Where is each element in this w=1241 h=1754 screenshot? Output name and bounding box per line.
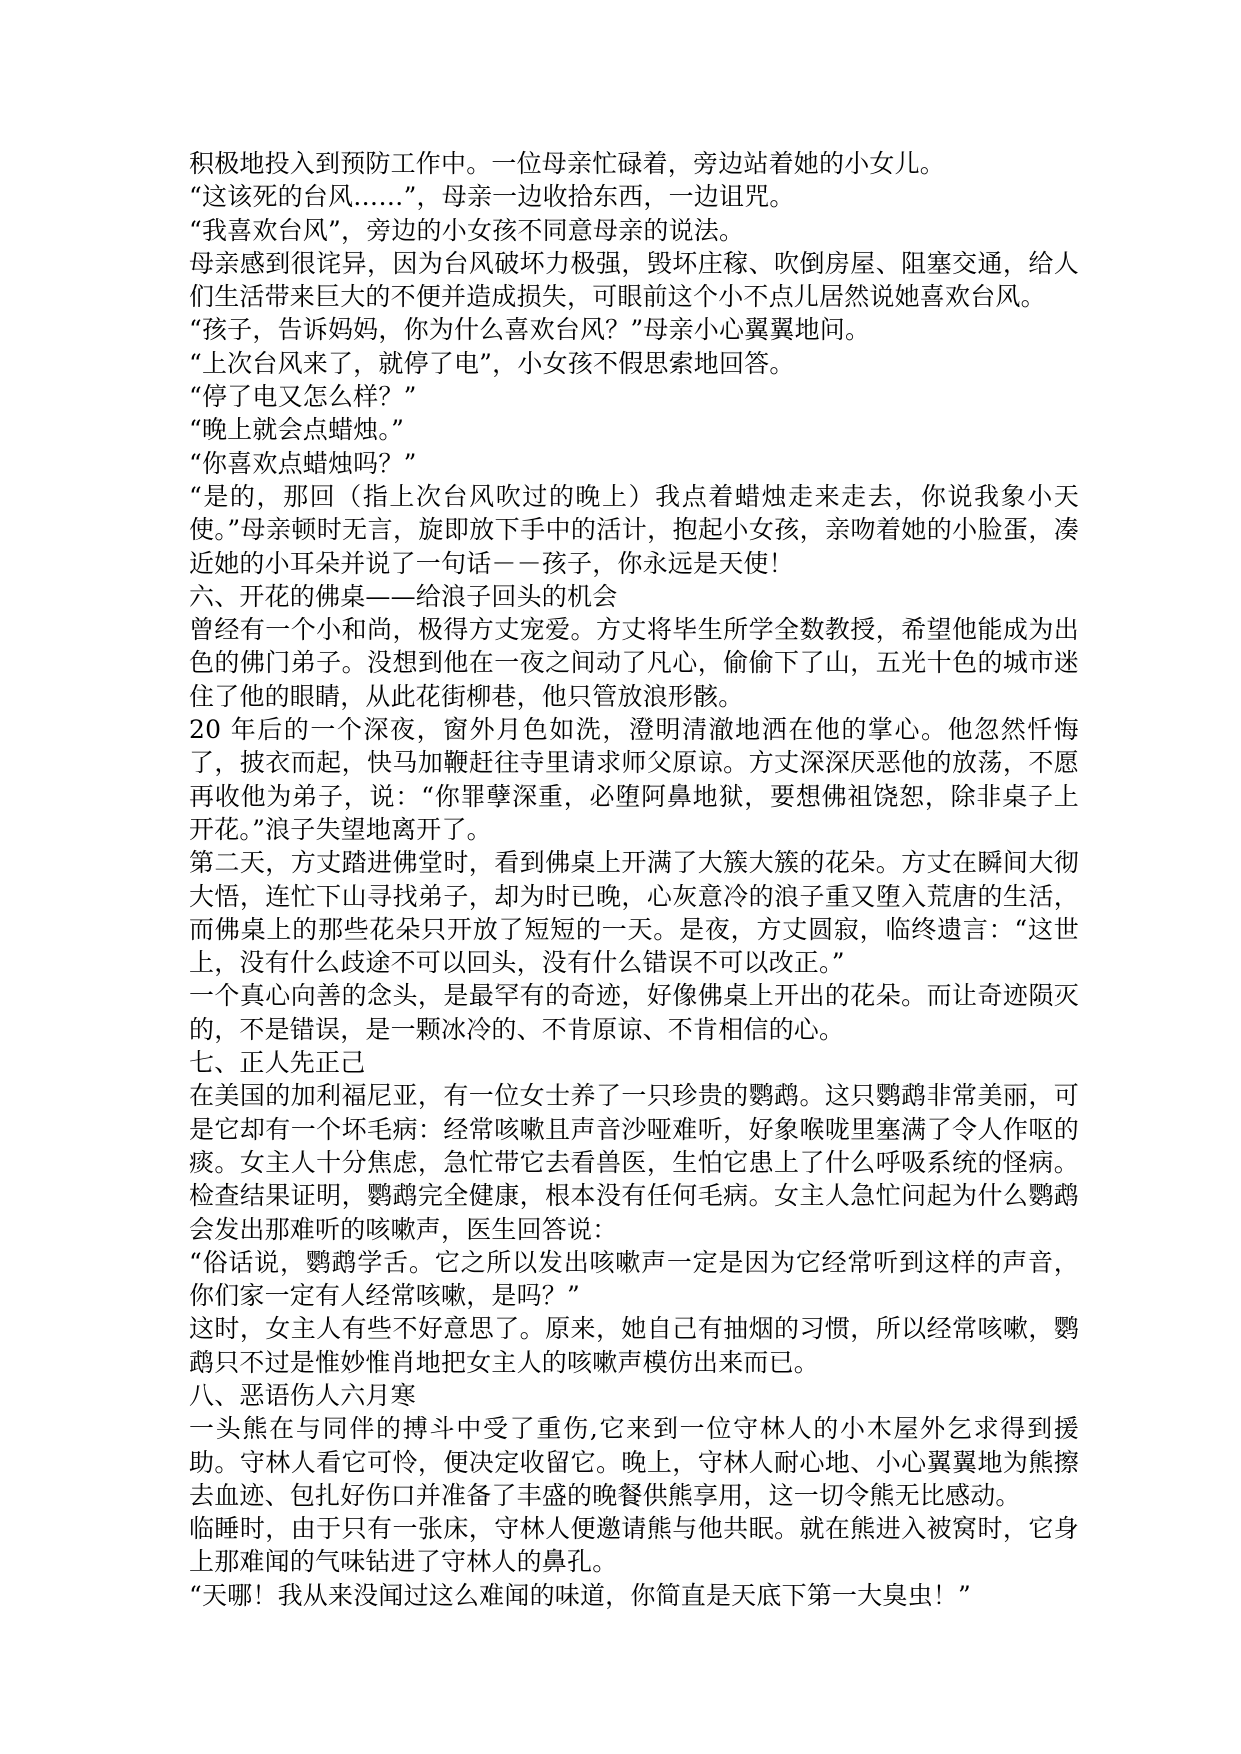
paragraph: “停了电又怎么样？”: [189, 382, 417, 412]
paragraph: 第二天，方丈踏进佛堂时，看到佛桌上开满了大簇大簇的花朵。方丈在瞬间大彻大悟，连忙下山寻找弟子，却为时已晚，心灰意冷的浪子重又堕入荒唐的生活，而佛桌上的那些花朵只开放了短短的一天。是夜，方丈圆寂，临终遗言：“这世上，没有什么歧途不可以回头，没有什么错误不可以改正。”: [189, 848, 1079, 978]
paragraph: 一个真心向善的念头，是最罕有的奇迹，好像佛桌上开出的花朵。而让奇迹陨灭的，不是错误，是一颗冰冷的、不肯原谅、不肯相信的心。: [189, 981, 1079, 1044]
paragraph: “你喜欢点蜡烛吗？”: [189, 448, 417, 478]
paragraph: 母亲感到很诧异，因为台风破坏力极强，毁坏庄稼、吹倒房屋、阻塞交通，给人们生活带来巨大的不便并造成损失，可眼前这个小不点儿居然说她喜欢台风。: [189, 248, 1079, 312]
paragraph: “上次台风来了，就停了电”，小女孩不假思索地回答。: [189, 348, 795, 378]
paragraph: “晚上就会点蜡烛。”: [189, 415, 405, 445]
paragraph: 在美国的加利福尼亚，有一位女士养了一只珍贵的鹦鹉。这只鹦鹉非常美丽，可是它却有一个坏毛病：经常咳嗽且声音沙哑难听，好象喉咙里塞满了令人作呕的痰。女主人十分焦虑，急忙带它去看兽医，生怕它患上了什么呼吸系统的怪病。检查结果证明，鹦鹉完全健康，根本没有任何毛病。女主人急忙问起为什么鹦鹉会发出那难听的咳嗽声，医生回答说：: [189, 1081, 1079, 1244]
section-heading: 七、正人先正己: [189, 1048, 366, 1078]
paragraph: “是的，那回（指上次台风吹过的晚上）我点着蜡烛走来走去，你说我象小天使。”母亲顿时无言，旋即放下手中的活计，抱起小女孩，亲吻着她的小脸蛋，凑近她的小耳朵并说了一句话－－孩子，你永远是天使！: [189, 481, 1079, 578]
paragraph: 20 年后的一个深夜，窗外月色如洗，澄明清澈地洒在他的掌心。他忽然忏悔了，披衣而起，快马加鞭赶往寺里请求师父原谅。方丈深深厌恶他的放荡，不愿再收他为弟子，说：“你罪孽深重，必堕阿鼻地狱，要想佛祖饶恕，除非桌子上开花。”浪子失望地离开了。: [189, 715, 1079, 844]
paragraph: 临睡时，由于只有一张床，守林人便邀请熊与他共眠。就在熊进入被窝时，它身上那难闻的气味钻进了守林人的鼻孔。: [189, 1514, 1079, 1577]
paragraph: “俗话说，鹦鹉学舌。它之所以发出咳嗽声一定是因为它经常听到这样的声音，你们家一定有人经常咳嗽，是吗？”: [189, 1247, 1079, 1311]
paragraph: “孩子，告诉妈妈，你为什么喜欢台风？”母亲小心翼翼地问。: [189, 315, 871, 345]
paragraph: “天哪！我从来没闻过这么难闻的味道，你简直是天底下第一大臭虫！”: [189, 1580, 971, 1610]
paragraph: “这该死的台风……”，母亲一边收拾东西，一边诅咒。: [189, 182, 795, 212]
document-body: [189, 147, 1079, 1612]
section-heading: 八、恶语伤人六月寒: [189, 1380, 416, 1410]
paragraph: 曾经有一个小和尚，极得方丈宠爱。方丈将毕生所学全数教授，希望他能成为出色的佛门弟子。没想到他在一夜之间动了凡心，偷偷下了山，五光十色的城市迷住了他的眼睛，从此花街柳巷，他只管放浪形骸。: [189, 615, 1079, 711]
paragraph: 积极地投入到预防工作中。一位母亲忙碌着，旁边站着她的小女儿。: [189, 149, 946, 178]
paragraph: “我喜欢台风”，旁边的小女孩不同意母亲的说法。: [189, 215, 745, 245]
section-heading: 六、开花的佛桌——给浪子回头的机会: [189, 581, 618, 611]
paragraph: 一头熊在与同伴的搏斗中受了重伤,它来到一位守林人的小木屋外乞求得到援助。守林人看它可怜，便决定收留它。晚上，守林人耐心地、小心翼翼地为熊擦去血迹、包扎好伤口并准备了丰盛的晚餐供熊享用，这一切令熊无比感动。: [189, 1414, 1079, 1510]
paragraph: 这时，女主人有些不好意思了。原来，她自己有抽烟的习惯，所以经常咳嗽，鹦鹉只不过是惟妙惟肖地把女主人的咳嗽声模仿出来而已。: [189, 1314, 1079, 1377]
